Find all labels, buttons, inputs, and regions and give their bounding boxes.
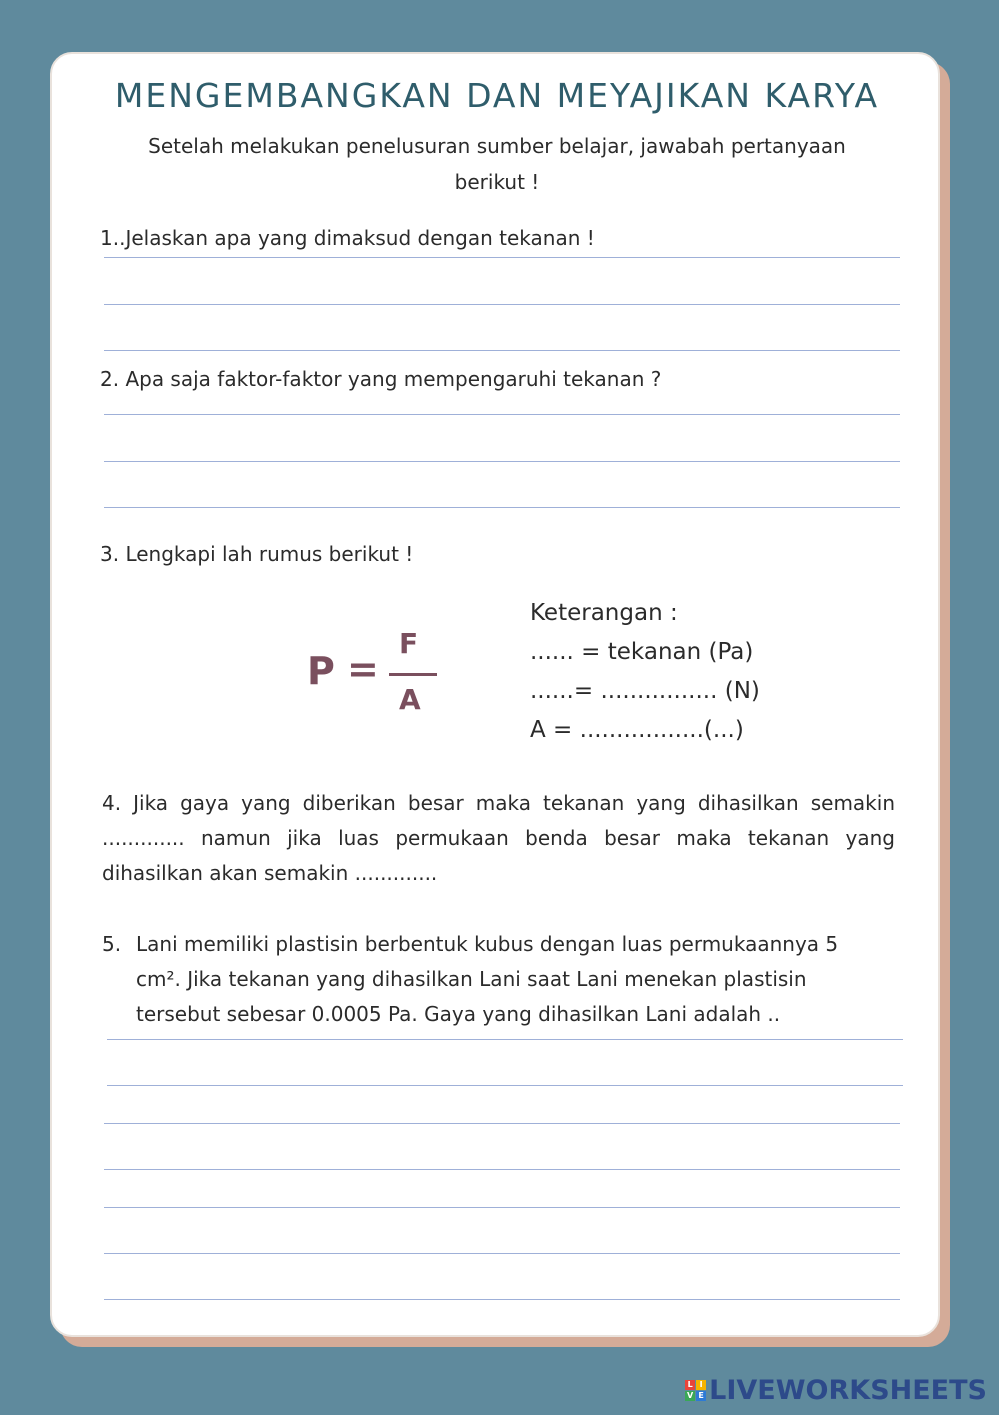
legend-row-force[interactable]: ......= ................ (N) <box>530 678 760 704</box>
legend-heading: Keterangan : <box>530 600 678 626</box>
question-5 <box>136 927 896 1032</box>
legend-row-area[interactable]: A = .................(...) <box>530 717 744 743</box>
question-5-line-3: tersebut sebesar 0.0005 Pa. Gaya yang dihasilkan Lani adalah .. <box>136 1002 781 1026</box>
formula-numerator: F <box>399 627 419 660</box>
question-3: 3. Lengkapi lah rumus berikut ! <box>100 542 414 566</box>
pressure-formula <box>307 629 447 729</box>
instruction-line-1: Setelah melakukan penelusuran sumber belajar, jawabah pertanyaan <box>148 134 846 158</box>
question-5-number: 5. <box>102 932 122 956</box>
formula-denominator: A <box>399 683 421 716</box>
worksheet-card <box>50 52 940 1337</box>
worksheet-title: MENGEMBANGKAN DAN MEYAJIKAN KARYA <box>114 76 880 115</box>
formula-equals-sign: = <box>347 647 379 691</box>
instruction-text <box>112 128 882 200</box>
answer-line-q5-1[interactable] <box>107 1039 903 1040</box>
logo-letter-e: E <box>696 1391 706 1401</box>
answer-line-q5-6[interactable] <box>104 1253 900 1254</box>
answer-line-q5-3[interactable] <box>104 1123 900 1124</box>
formula-fraction-bar <box>389 673 437 676</box>
liveworksheets-brand[interactable] <box>685 1372 987 1408</box>
answer-line-q1-2[interactable] <box>104 304 900 305</box>
answer-line-q2-1[interactable] <box>104 414 900 415</box>
answer-line-q1-3[interactable] <box>104 350 900 351</box>
answer-line-q5-5[interactable] <box>104 1207 900 1208</box>
question-5-line-2: cm². Jika tekanan yang dihasilkan Lani saat Lani menekan plastisin <box>136 967 807 991</box>
logo-letter-v: V <box>687 1390 694 1400</box>
answer-line-q5-2[interactable] <box>107 1085 903 1086</box>
answer-line-q2-2[interactable] <box>104 461 900 462</box>
question-1: 1..Jelaskan apa yang dimaksud dengan tekanan ! <box>100 226 595 250</box>
instruction-line-2: berikut ! <box>454 170 540 194</box>
answer-line-q5-7[interactable] <box>104 1299 900 1300</box>
question-2: 2. Apa saja faktor-faktor yang mempengaruhi tekanan ? <box>100 367 662 391</box>
formula-legend <box>530 594 760 750</box>
answer-line-q5-4[interactable] <box>104 1169 900 1170</box>
answer-line-q1-1[interactable] <box>104 257 900 258</box>
logo-letter-i: I <box>696 1380 706 1390</box>
legend-row-pressure[interactable]: ...... = tekanan (Pa) <box>530 639 754 665</box>
question-5-line-1: Lani memiliki plastisin berbentuk kubus dengan luas permukaannya 5 <box>136 932 839 956</box>
liveworksheets-wordmark: LIVEWORKSHEETS <box>709 1374 987 1406</box>
answer-line-q2-3[interactable] <box>104 507 900 508</box>
question-4: 4. Jika gaya yang diberikan besar maka tekanan yang dihasilkan semakin ............. namun jika luas permukaan benda besar maka tekanan yang dihasilkan akan semakin ............. <box>102 791 895 885</box>
formula-pressure-symbol: P <box>307 649 335 693</box>
liveworksheets-logo-icon <box>685 1380 706 1401</box>
logo-letter-l: L <box>685 1380 695 1390</box>
